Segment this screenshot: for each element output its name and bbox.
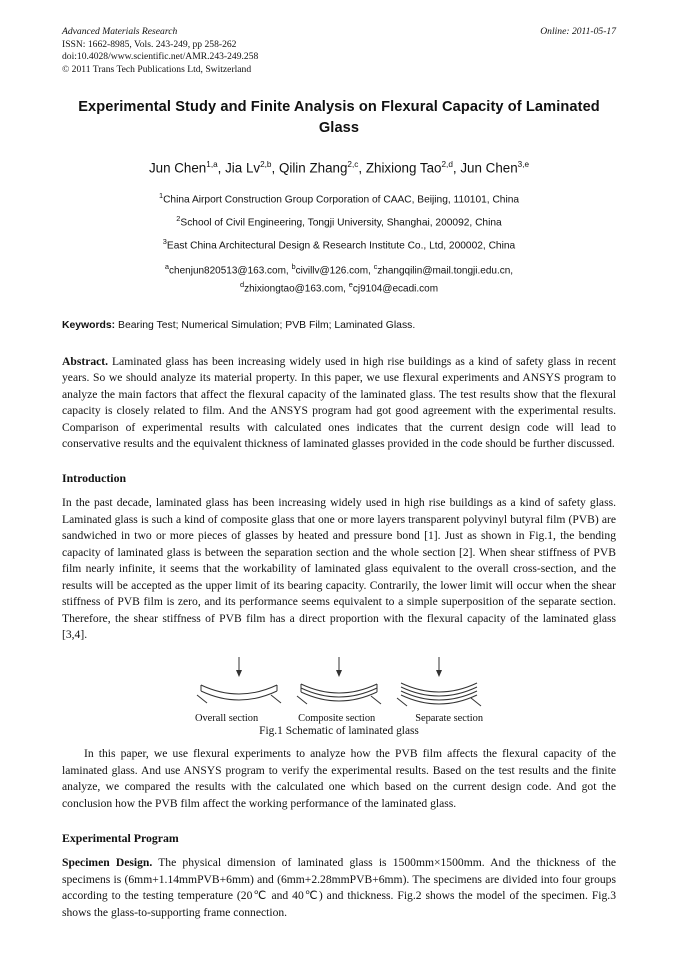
doi-line: doi:10.4028/www.scientific.net/AMR.243-249.258 <box>62 51 259 63</box>
section-heading-introduction: Introduction <box>62 471 127 486</box>
email-marker: b <box>291 262 296 272</box>
email-line <box>62 261 616 279</box>
affiliation-marker: 2 <box>176 213 181 223</box>
author-name: Jia Lv <box>225 160 261 176</box>
author-name: Jun Chen <box>148 160 207 176</box>
introduction-paragraph-1: In the past decade, laminated glass has been increasing widely used in high rise buildings as a kind of safety glass. Laminated glass is such a kind of composite glass that one or more layers transparent polyvinyl butyral film (PVB) are sandwiched in two or more pieces of glasses by heated and pressure bond [1]. Just as shown in Fig.1, the bending capacity of laminated glass is between the separation section and the whole section [2]. When shear stiffness of PVB film nearly infinite, it seems that the workability of laminated glass equivalent to the overall cross-section, and the results will be accepted as the upper limit of its bearing capacity. Contrarily, the lower limit will occur when the shear stiffness of PVB film is zero, and its performance seems equivalent to a simple superposition of the separate section. Therefore, the shear stiffness of PVB film has a direct proportion with the flexural capacity of the laminated glass [3,4]. <box>62 496 616 642</box>
section-heading-experimental-program: Experimental Program <box>62 831 179 846</box>
journal-name: Advanced Materials Research <box>62 26 178 37</box>
affiliation-text: China Airport Construction Group Corporation of CAAC, Beijing, 110101, China <box>163 194 520 206</box>
email-address[interactable]: civillv@126.com, <box>295 265 374 277</box>
online-date: Online: 2011-05-17 <box>540 26 616 37</box>
affiliation-text: East China Architectural Design & Research Institute Co., Ltd, 200002, China <box>166 240 516 252</box>
email-address[interactable]: cj9104@ecadi.com <box>352 283 439 295</box>
figure-1 <box>62 655 616 737</box>
email-marker: c <box>373 262 378 272</box>
author-affiliation-marker: 2,d <box>441 159 453 169</box>
author-name: Zhixiong Tao <box>365 160 442 176</box>
email-marker: e <box>348 280 353 290</box>
figure-1-sublabel-overall: Overall section <box>194 713 259 725</box>
email-list <box>62 261 616 297</box>
keywords-label: Keywords: <box>62 320 116 332</box>
email-address[interactable]: zhixiongtao@163.com, <box>244 283 349 295</box>
keywords <box>62 319 616 334</box>
author-name: Jun Chen <box>460 160 518 176</box>
affiliation-item <box>62 212 616 233</box>
figure-1-sublabels <box>62 713 616 724</box>
figure-1-caption: Fig.1 Schematic of laminated glass <box>259 725 419 738</box>
email-marker: a <box>164 262 170 272</box>
abstract-text: Laminated glass has been increasing widely used in high rise buildings as a kind of safety glass in recent years. So we should analyze its material property. In this paper, we use flexural experiments and ANSYS program to analyze the main factors that affect the flexural capacity of the laminated glass. The test results show that the flexural capacity is closely related to film. And the ANSYS program had got good agreement with the experimental results. Comparison of experimental results with calculated ones indicates that the current design code will lead to conservative results and the equivalent thickness of laminated glasses provided in the code should be further discussed. <box>62 354 616 450</box>
email-address[interactable]: zhangqilin@mail.tongji.edu.cn, <box>377 265 514 277</box>
author-name: Qilin Zhang <box>278 160 348 176</box>
figure-1-sublabel-separate: Separate section <box>415 713 484 725</box>
figure-1-graphic <box>189 655 489 715</box>
affiliation-marker: 1 <box>158 191 164 201</box>
affiliation-list <box>62 189 616 255</box>
introduction-paragraph-2: In this paper, we use flexural experiments to analyze how the PVB film affects the flexural capacity of the laminated glass. And use ANSYS program to verify the experimental results. Based on the test results and the finite analyze, we compared the results with the calculated one which based on the current design code. And got the conclusion how the PVB film affect the working performance of the laminated glass. <box>62 747 616 810</box>
affiliation-item <box>62 189 616 210</box>
keywords-text: Bearing Test; Numerical Simulation; PVB Film; Laminated Glass. <box>115 320 416 332</box>
email-marker: d <box>239 280 245 290</box>
abstract <box>62 354 616 453</box>
figure-1-sublabel-composite: Composite section <box>298 713 376 725</box>
author-list: Jun Chen$^{1,a}$, Jia Lv$^{2,b}$, Qilin Zhang$^{2,c}$, Zhixiong Tao$^{2,d}$, Jun Chen$^{3,e}$ <box>148 159 530 176</box>
page-title: Experimental Study and Finite Analysis on Flexural Capacity of Laminated Glass <box>78 98 600 136</box>
abstract-label: Abstract. <box>62 354 109 368</box>
journal-header <box>62 26 616 77</box>
author-affiliation-marker: 3,e <box>517 159 530 169</box>
specimen-design-text: The physical dimension of laminated glass is 1500mm×1500mm. And the thickness of the specimens is (6mm+1.14mmPVB+6mm) and (6mm+2.28mmPVB+6mm). The specimens are divided into four groups according to the testing temperature (20℃ and 40℃) and thickness. Fig.2 shows the model of the specimen. Fig.3 shows the glass-to-supporting frame connection. <box>62 856 617 919</box>
specimen-design-label: Specimen Design. <box>62 856 153 870</box>
copyright-line: © 2011 Trans Tech Publications Ltd, Switzerland <box>62 63 252 75</box>
author-affiliation-marker: 2,b <box>260 159 272 169</box>
author-affiliation-marker: 1,a <box>206 159 218 169</box>
email-address[interactable]: chenjun820513@163.com, <box>169 265 292 277</box>
affiliation-item <box>62 235 616 256</box>
affiliation-marker: 3 <box>162 236 167 246</box>
issn-line: ISSN: 1662-8985, Vols. 243-249, pp 258-262 <box>62 38 237 50</box>
author-affiliation-marker: 2,c <box>347 159 359 169</box>
specimen-design-paragraph <box>62 855 616 921</box>
email-line <box>62 279 616 297</box>
affiliation-text: School of Civil Engineering, Tongji University, Shanghai, 200092, China <box>180 217 502 229</box>
